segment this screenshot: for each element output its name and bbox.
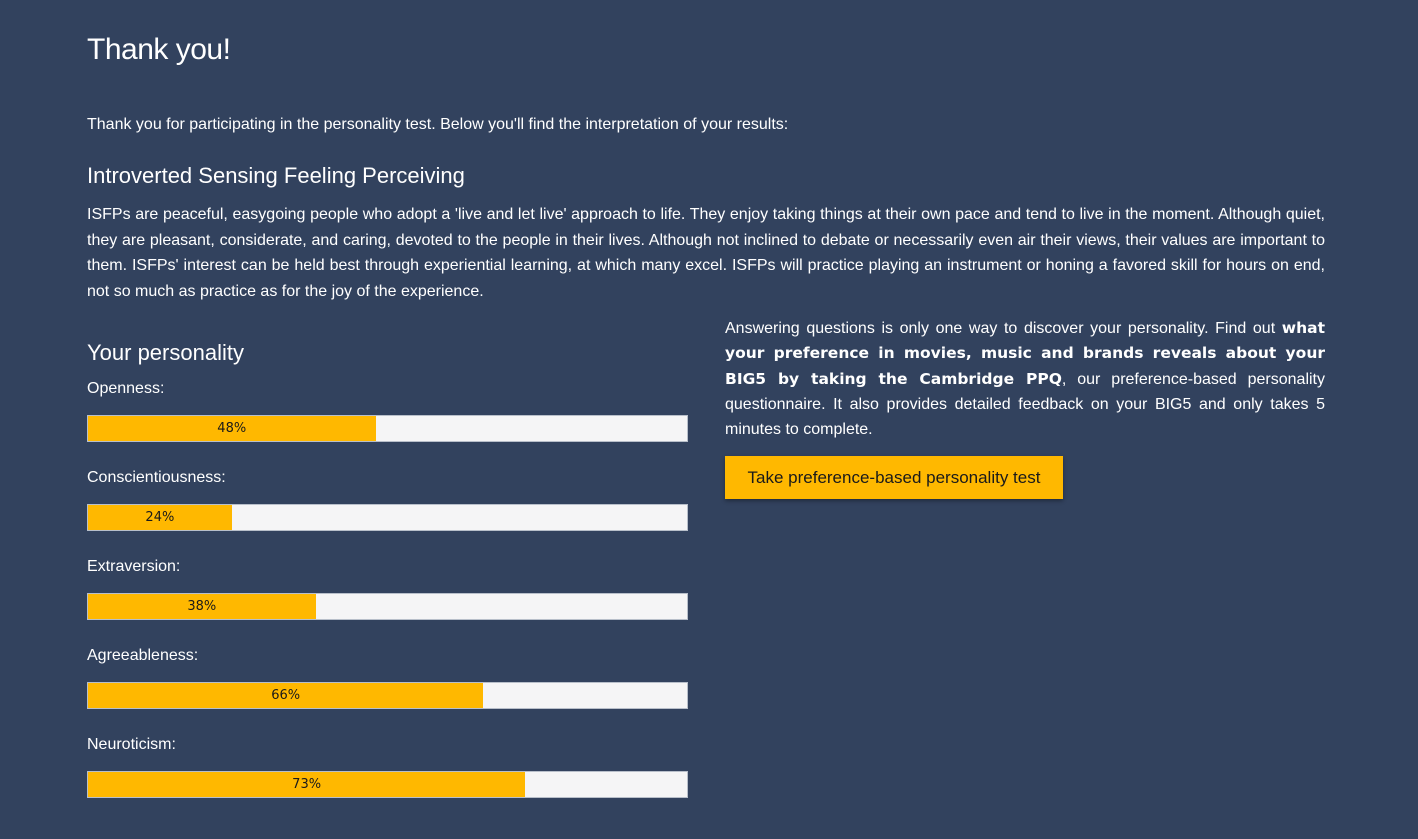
personality-type-description: ISFPs are peaceful, easygoing people who adopt a 'live and let live' approach to life. They enjoy taking things at their own pace and tend to live in the moment. Although quiet, they are pleasant, considerate, and caring, devoted to the people in their lives. Although not inclined to debate or necessarily even air their views, their values are important to them. ISFPs' interest can be held best through experiential learning, at which many excel. ISFPs will practice playing an instrument or honing a favored skill for hours on end, not so much as practice as for the joy of the experience. [87,206,1325,300]
promo-text-intro: Answering questions is only one way to discover your personality. Find out [725,320,1282,337]
promo-text [725,316,1325,442]
promo-text-outro: , our preference-based personality questionnaire. It also provides detailed feedback on your BIG5 and only takes 5 minutes to complete. [725,370,1325,439]
progress-bar [87,504,688,531]
trait-label: Openness: [87,380,165,397]
progress-bar-fill [88,416,376,441]
intro-text: Thank you for participating in the personality test. Below you'll find the interpretation of your results: [87,116,789,133]
trait-extraversion [87,558,688,614]
promo-text-highlight: what your preference in movies, music and brands reveals about your BIG5 by taking the Cambridge PPQ [725,319,1325,388]
progress-bar-fill [88,683,483,708]
ppq-promo [725,316,1325,487]
trait-label: Neuroticism: [87,736,176,753]
progress-bar-value: 48% [217,421,247,436]
trait-conscientiousness [87,469,688,525]
take-ppq-test-button[interactable]: Take preference-based personality test [725,456,1063,499]
page-title: Thank you! [87,33,231,66]
progress-bar-value: 66% [271,688,301,703]
progress-bar [87,771,688,798]
progress-bar-value: 24% [145,510,175,525]
progress-bar-fill [88,505,232,530]
trait-agreeableness [87,647,688,703]
trait-label: Agreeableness: [87,647,199,664]
progress-bar [87,682,688,709]
trait-neuroticism [87,736,688,792]
progress-bar-fill [88,594,316,619]
progress-bar [87,415,688,442]
trait-label: Extraversion: [87,558,181,575]
trait-label: Conscientiousness: [87,469,226,486]
personality-type-heading: Introverted Sensing Feeling Perceiving [87,163,465,188]
your-personality-heading: Your personality [87,340,244,365]
progress-bar-value: 73% [292,777,322,792]
personality-scores [87,340,688,792]
progress-bar-value: 38% [187,599,217,614]
trait-openness [87,380,688,436]
progress-bar-fill [88,772,525,797]
progress-bar [87,593,688,620]
